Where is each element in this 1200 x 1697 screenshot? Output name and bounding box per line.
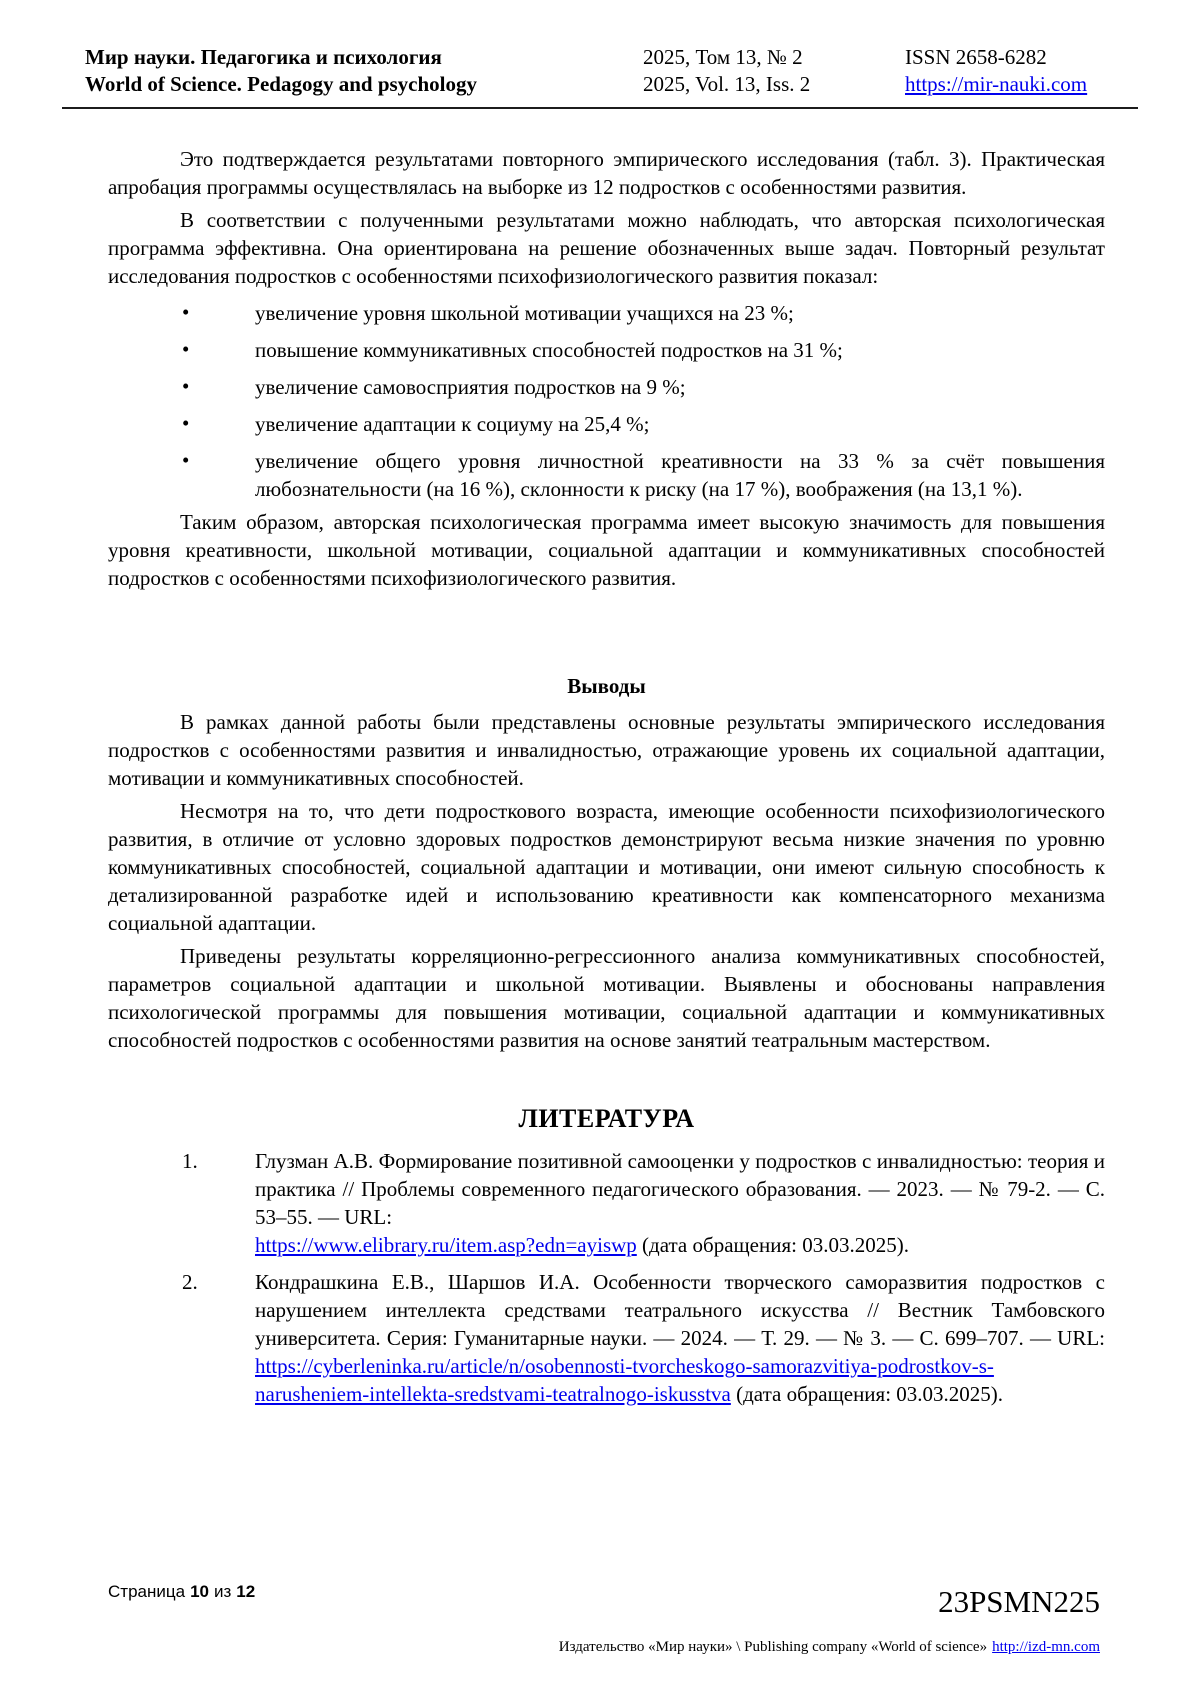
bullet-item [108, 410, 1105, 438]
bullet-item [108, 299, 1105, 327]
journal-title-en: World of Science. Pedagogy and psychology [85, 72, 478, 96]
issue-info-en: 2025, Vol. 13, Iss. 2 [643, 72, 811, 96]
issn-label: ISSN 2658-6282 [905, 45, 1047, 69]
reference-link[interactable]: https://www.elibrary.ru/item.asp?edn=ayiswp [255, 1233, 637, 1257]
section-heading-conclusions: Выводы [567, 674, 646, 698]
reference-link[interactable]: https://cyberleninka.ru/article/n/osobennosti-tvorcheskogo-samorazvitiya-podrostkov-s-narusheniem-intellekta-sredstvami-teatralnogo-iskusstva [255, 1354, 994, 1406]
issue-info [643, 44, 905, 98]
reference-access-date: (дата обращения: 03.03.2025). [636, 1233, 909, 1257]
publisher-line [559, 1638, 1100, 1657]
journal-header [0, 0, 1200, 98]
bullet-item [108, 373, 1105, 401]
reference-item [108, 1147, 1105, 1259]
bullet-list [108, 299, 1105, 503]
reference-text: Кондрашкина Е.В., Шаршов И.А. Особенности творческого саморазвития подростков с нарушением интеллекта средствами театрального искусства // Вестник Тамбовского университета. Серия: Гуманитарные науки. — 2024. — Т. 29. — № 3. — С. 699–707. — URL: [255, 1270, 1105, 1350]
bullet-item [108, 447, 1105, 503]
reference-number: 1. [182, 1149, 198, 1173]
bullet-icon: • [182, 374, 190, 398]
issn-block [905, 44, 1138, 98]
reference-access-date: (дата обращения: 03.03.2025). [730, 1382, 1004, 1406]
article-code: 23PSMN225 [938, 1584, 1100, 1619]
bullet-icon: • [182, 448, 190, 472]
journal-site-link[interactable]: https://mir-nauki.com [905, 72, 1088, 96]
page-number-label: Страница [108, 1582, 186, 1601]
bullet-icon: • [182, 411, 190, 435]
reference-text: Глузман А.В. Формирование позитивной самооценки у подростков с инвалидностью: теория и практика // Проблемы современного педагогического образования. — 2023. — № 79-2. — С. 53–55. — URL: [255, 1149, 1105, 1229]
article-body [0, 109, 1200, 1408]
reference-number: 2. [182, 1270, 198, 1294]
bullet-text: увеличение самовосприятия подростков на 9 %; [255, 375, 686, 399]
page-number [108, 1581, 255, 1603]
bullet-text: повышение коммуникативных способностей подростков на 31 %; [255, 338, 843, 362]
journal-titles [85, 44, 643, 98]
publisher-link[interactable]: http://izd-mn.com [992, 1639, 1100, 1655]
body-paragraph: Несмотря на то, что дети подросткового возраста, имеющие особенности психофизиологического развития, в отличие от условно здоровых подростков демонстрируют весьма низкие значения по уровню коммуникативных способностей, социальной адаптации и мотивации, они имеют сильную способность к детализированной разработке идей и использованию креативности как компенсаторного механизма социальной адаптации. [108, 799, 1105, 935]
body-paragraph: В соответствии с полученными результатами можно наблюдать, что авторская психологическая программа эффективна. Она ориентирована на решение обозначенных выше задач. Повторный результат исследования подростков с особенностями психофизиологического развития показал: [108, 208, 1105, 288]
reference-item [108, 1268, 1105, 1408]
bullet-item [108, 336, 1105, 364]
issue-info-ru: 2025, Том 13, № 2 [643, 45, 803, 69]
journal-title-ru: Мир науки. Педагогика и психология [85, 45, 442, 69]
bullet-text: увеличение адаптации к социуму на 25,4 %; [255, 412, 650, 436]
bullet-icon: • [182, 300, 190, 324]
body-paragraph: В рамках данной работы были представлены основные результаты эмпирического исследования подростков с особенностями развития и инвалидностью, отражающие уровень их социальной адаптации, мотивации и коммуникативных способностей. [108, 710, 1105, 790]
body-paragraph: Таким образом, авторская психологическая программа имеет высокую значимость для повышения уровня креативности, школьной мотивации, социальной адаптации и коммуникативных способностей подростков с особенностями психофизиологического развития. [108, 510, 1105, 590]
page-number-of: из [213, 1582, 232, 1601]
bullet-text: увеличение общего уровня личностной креативности на 33 % за счёт повышения любознательности (на 16 %), склонности к риску (на 17 %), воображения (на 13,1 %). [255, 449, 1105, 501]
page-number-total: 12 [236, 1582, 256, 1601]
body-paragraph: Это подтверждается результатами повторного эмпирического исследования (табл. 3). Практическая апробация программы осуществлялась на выборке из 12 подростков с особенностями развития. [108, 147, 1105, 199]
bullet-text: увеличение уровня школьной мотивации учащихся на 23 %; [255, 301, 794, 325]
bullet-icon: • [182, 337, 190, 361]
publisher-text: Издательство «Мир науки» \ Publishing company «World of science» [558, 1639, 988, 1655]
body-paragraph: Приведены результаты корреляционно-регрессионного анализа коммуникативных способностей, параметров социальной адаптации и школьной мотивации. Выявлены и обоснованы направления психологической программы для повышения мотивации, социальной адаптации и коммуникативных способностей подростков с особенностями развития на основе занятий театральным мастерством. [108, 944, 1105, 1052]
section-heading-references: ЛИТЕРАТУРА [518, 1104, 695, 1133]
page-number-current: 10 [190, 1582, 209, 1601]
